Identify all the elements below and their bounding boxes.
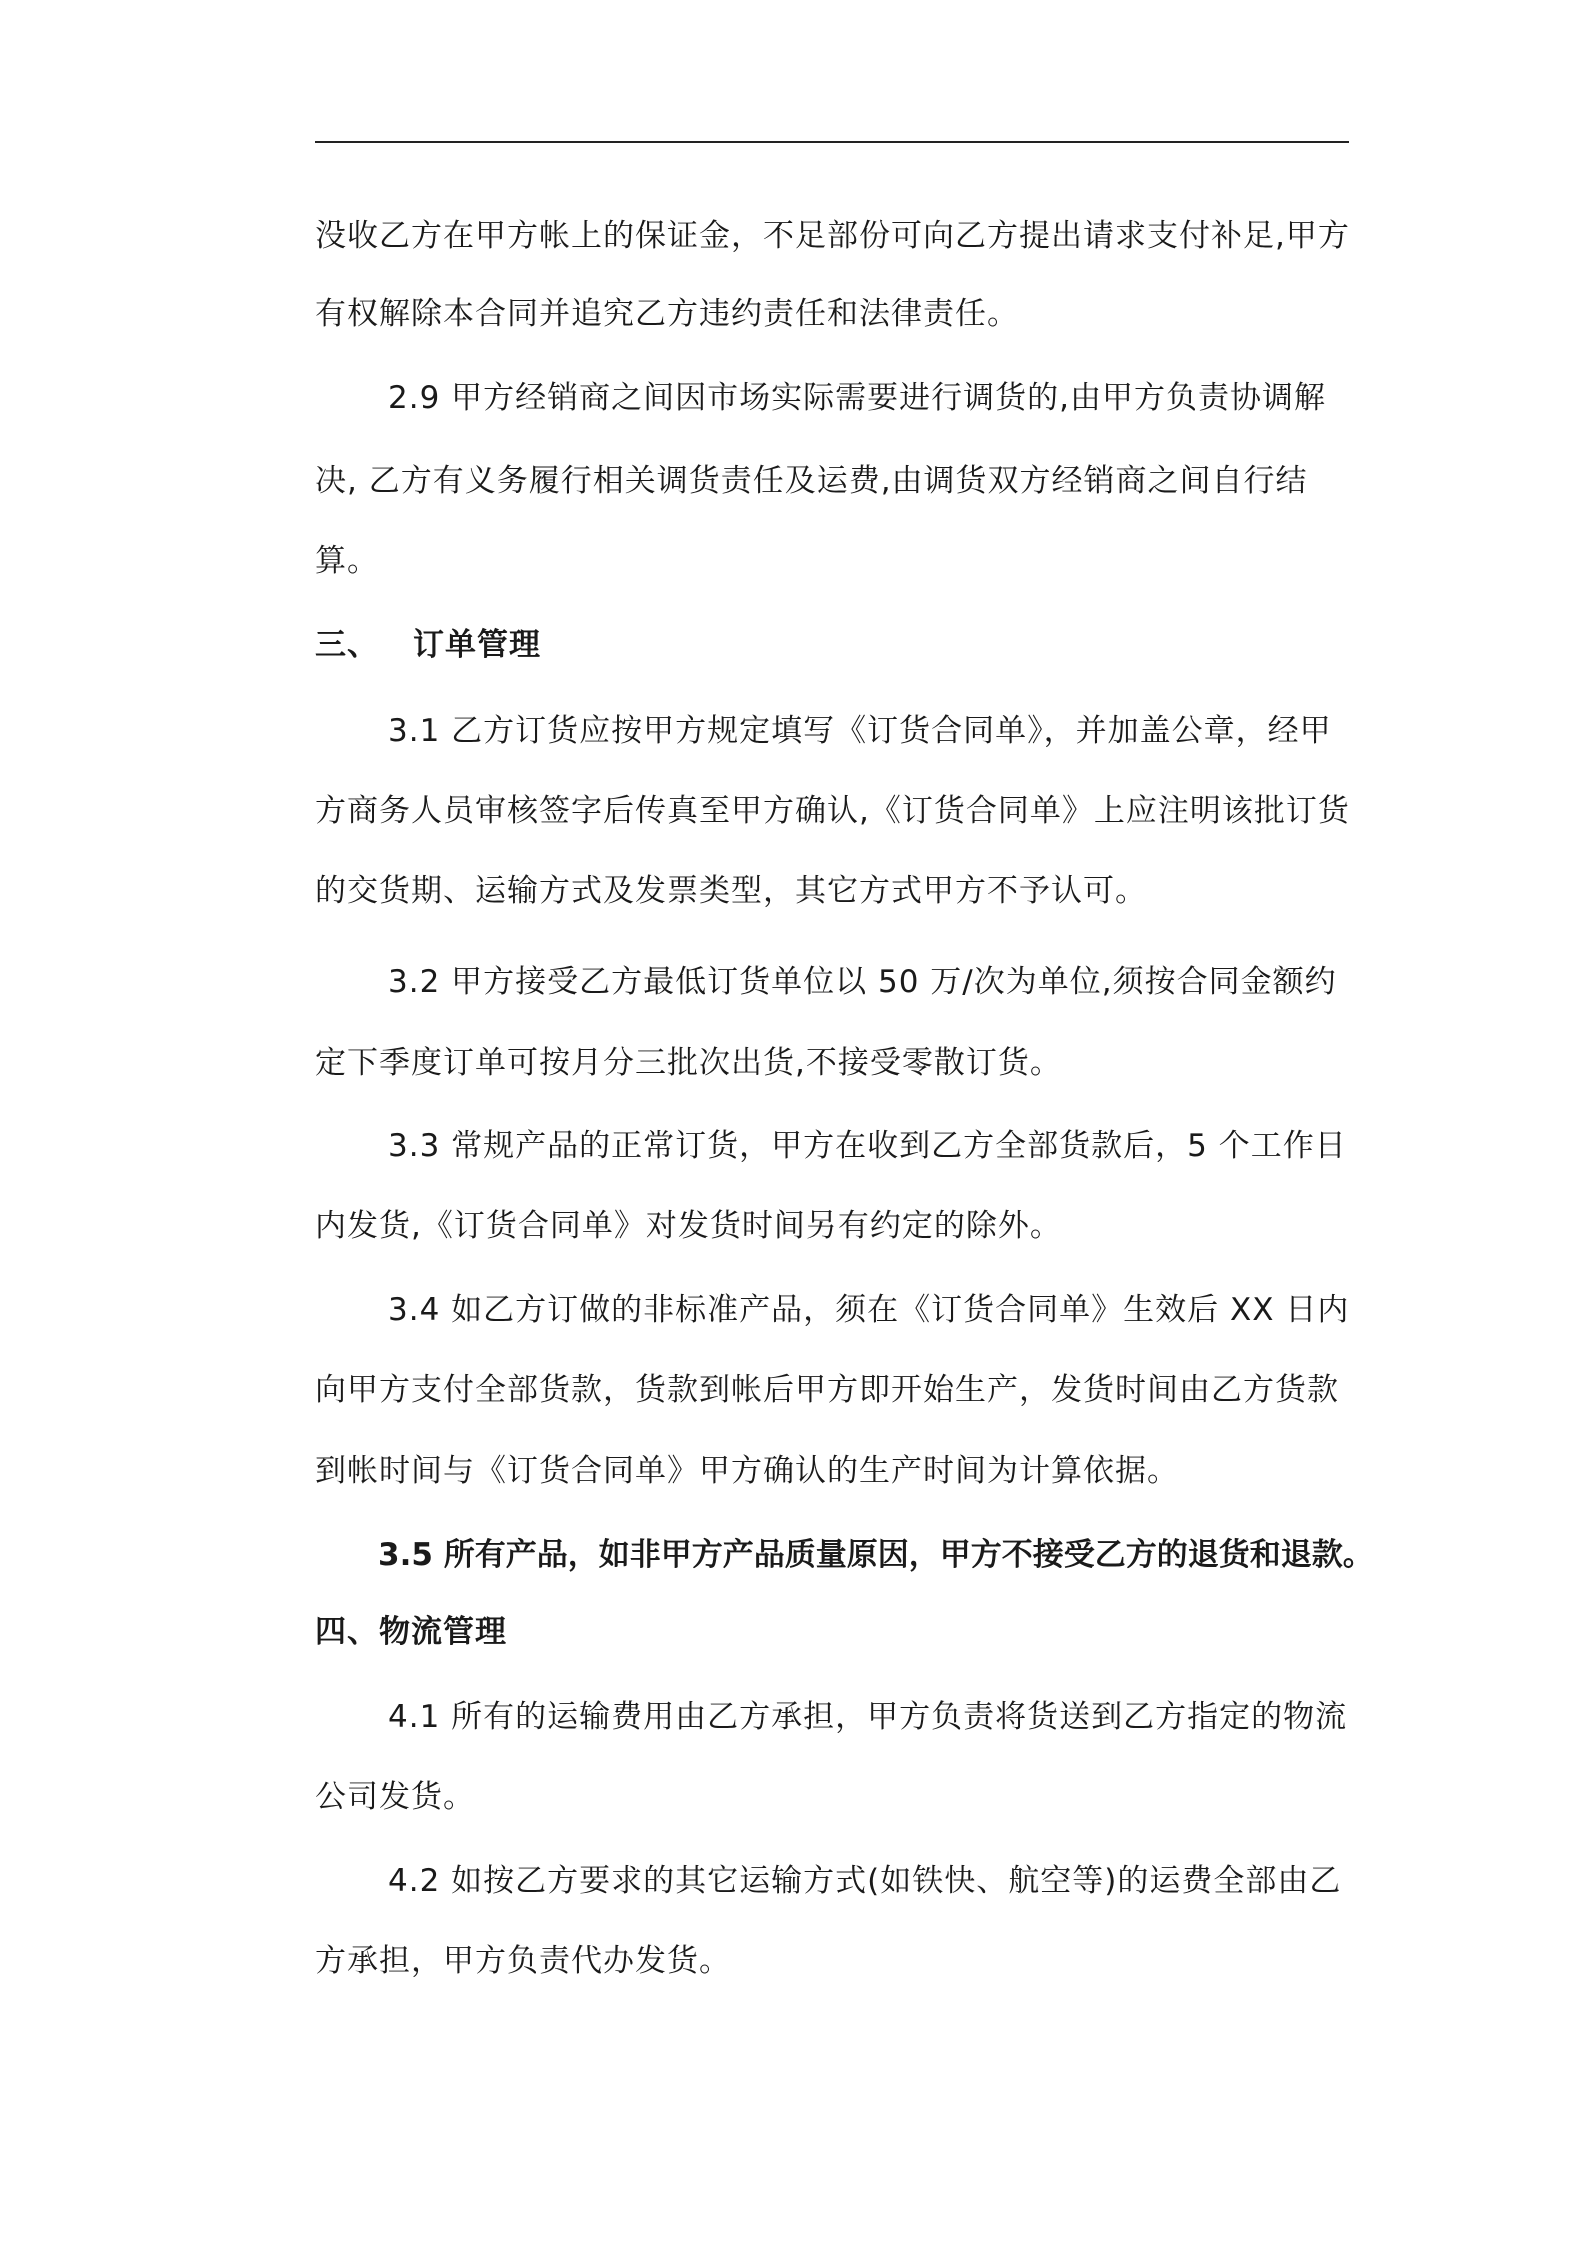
text-line: 算。 [315,543,379,579]
text-line: 方商务人员审核签字后传真至甲方确认,《订货合同单》上应注明该批订货 [315,793,1350,829]
clause-3-2: 3.2 甲方接受乙方最低订货单位以 50 万/次为单位,须按合同金额约 [388,964,1337,1000]
text-line: 定下季度订单可按月分三批次出货,不接受零散订货。 [315,1045,1062,1081]
text-line: 内发货,《订货合同单》对发货时间另有约定的除外。 [315,1208,1062,1244]
clause-3-4: 3.4 如乙方订做的非标准产品，须在《订货合同单》生效后 XX 日内 [388,1292,1350,1328]
text-line: 方承担，甲方负责代办发货。 [315,1943,731,1979]
text-line: 决, 乙方有义务履行相关调货责任及运费,由调货双方经销商之间自行结 [315,463,1308,499]
section-number: 三、 [315,627,379,663]
section-heading-3 [315,625,541,665]
clause-4-2: 4.2 如按乙方要求的其它运输方式(如铁快、航空等)的运费全部由乙 [388,1863,1342,1899]
text-line: 有权解除本合同并追究乙方违约责任和法律责任。 [315,296,1019,332]
clause-3-3: 3.3 常规产品的正常订货，甲方在收到乙方全部货款后，5 个工作日 [388,1128,1347,1164]
section-title: 订单管理 [413,627,541,663]
clause-4-1: 4.1 所有的运输费用由乙方承担，甲方负责将货送到乙方指定的物流 [388,1699,1348,1735]
text-line: 没收乙方在甲方帐上的保证金，不足部份可向乙方提出请求支付补足,甲方 [315,218,1350,254]
clause-2-9: 2.9 甲方经销商之间因市场实际需要进行调货的,由甲方负责协调解 [388,380,1327,416]
section-heading-4: 四、物流管理 [315,1614,507,1650]
clause-3-5: 3.5 所有产品，如非甲方产品质量原因，甲方不接受乙方的退货和退款。 [378,1537,1374,1573]
text-line: 公司发货。 [315,1779,475,1815]
header-rule [315,141,1349,143]
text-line: 到帐时间与《订货合同单》甲方确认的生产时间为计算依据。 [315,1453,1179,1489]
clause-3-1: 3.1 乙方订货应按甲方规定填写《订货合同单》，并加盖公章，经甲 [388,713,1332,749]
text-line: 向甲方支付全部货款，货款到帐后甲方即开始生产，发货时间由乙方货款 [315,1372,1339,1408]
text-line: 的交货期、运输方式及发票类型，其它方式甲方不予认可。 [315,873,1147,909]
